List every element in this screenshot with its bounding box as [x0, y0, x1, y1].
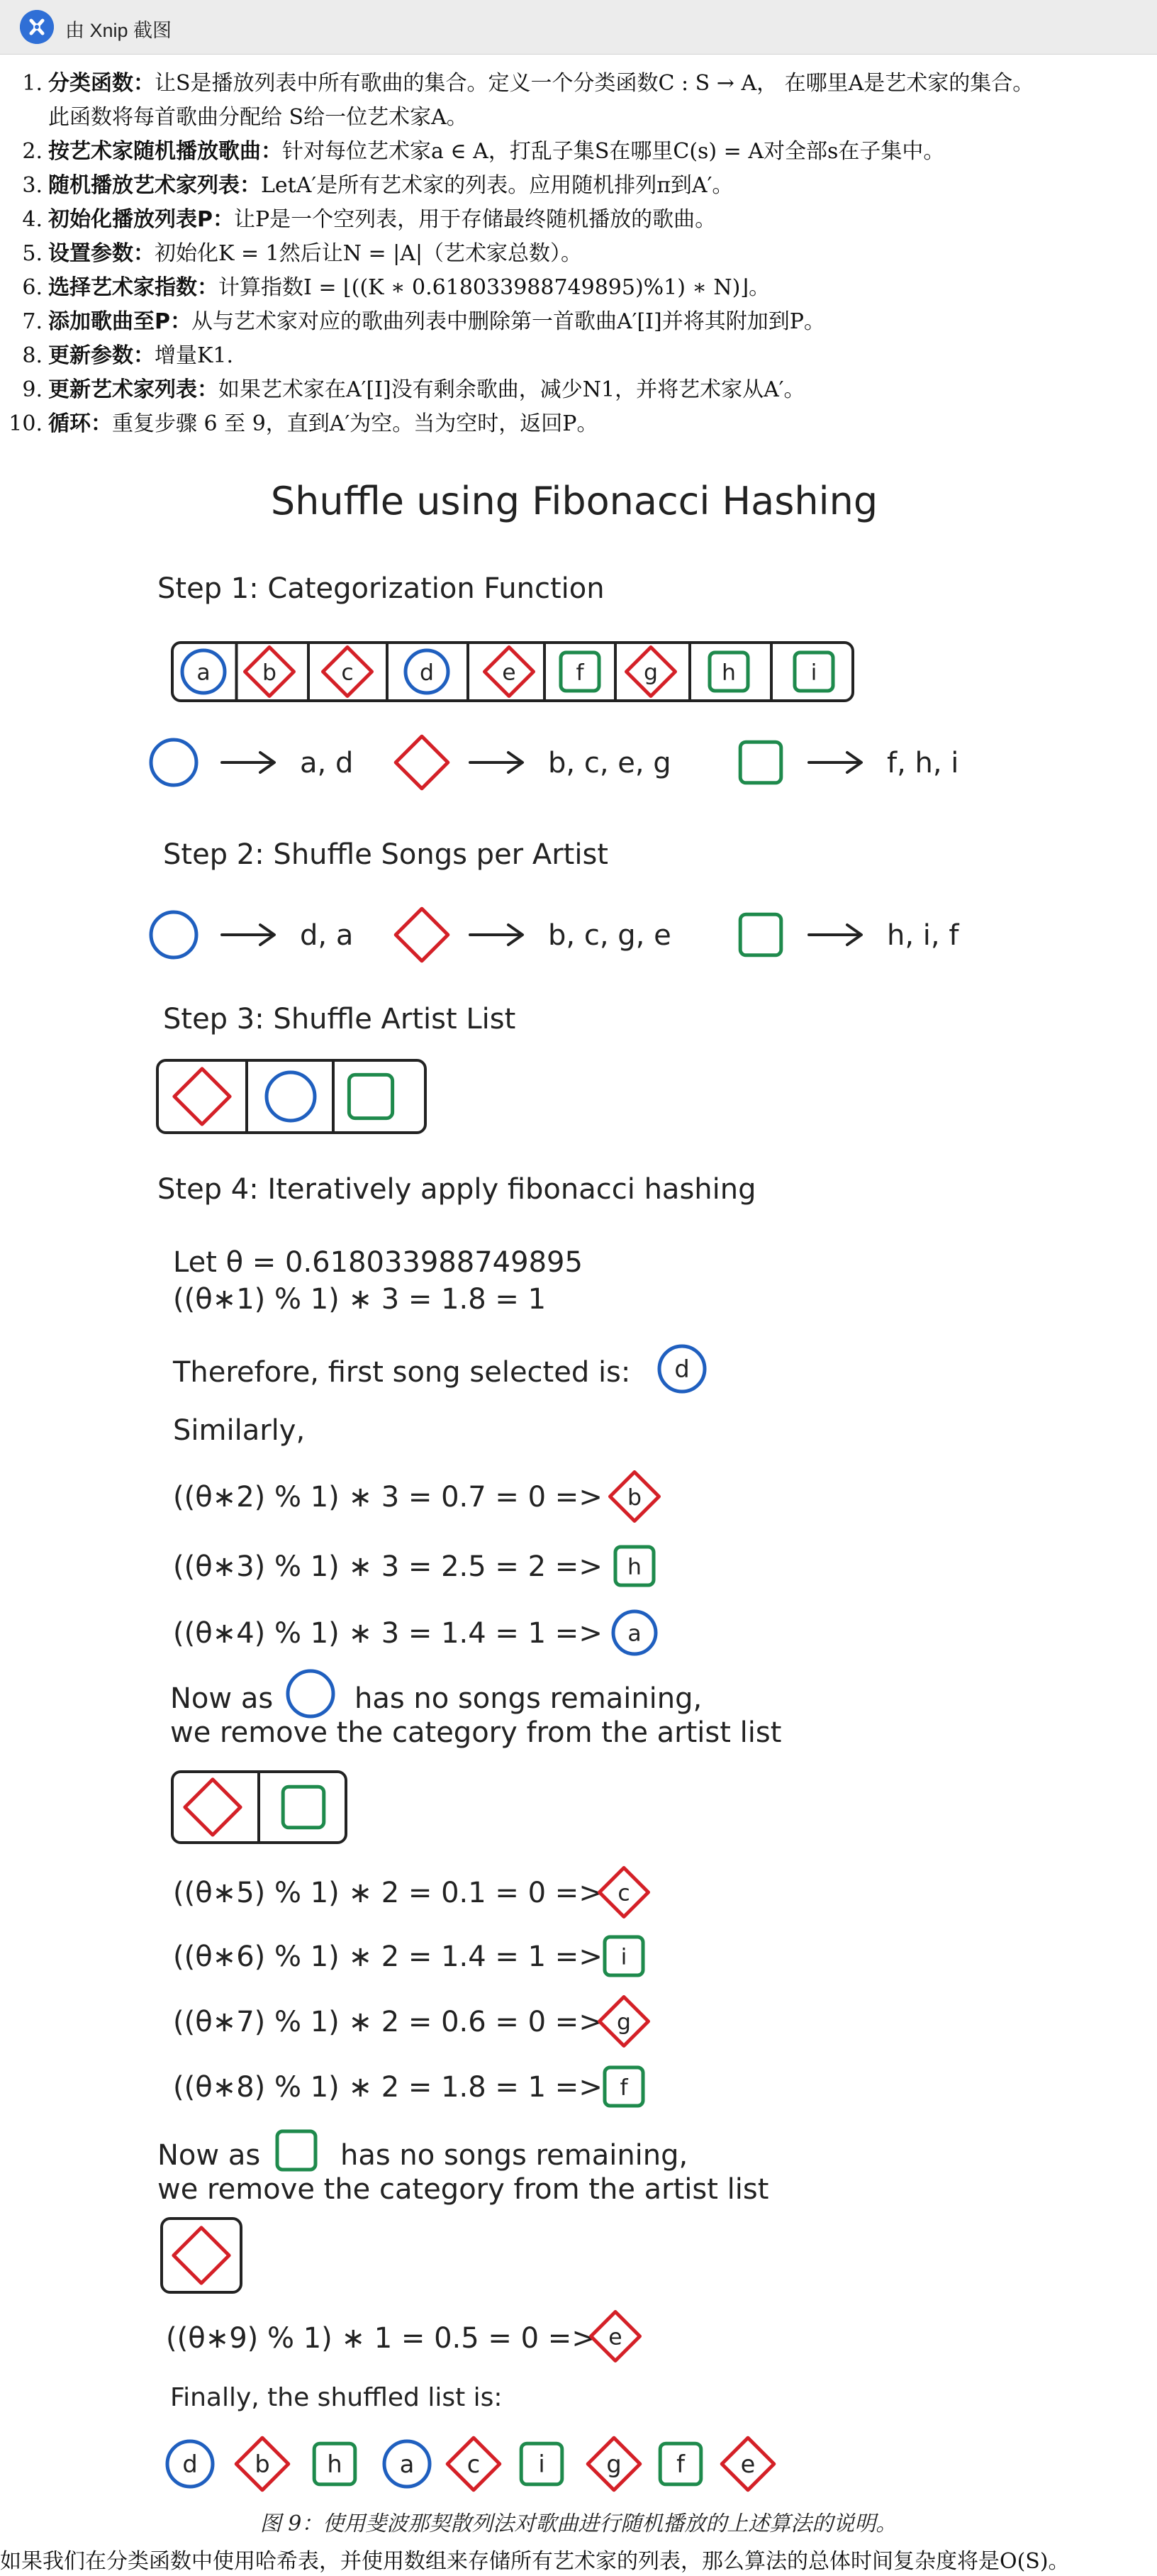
song-letter: d — [182, 2450, 198, 2479]
hash-equation: ((θ∗8) % 1) ∗ 2 = 1.8 = 1 => — [173, 2071, 603, 2104]
song-letter: b — [627, 1484, 642, 1511]
square-artist-icon — [740, 742, 781, 783]
hash-equation: ((θ∗3) % 1) ∗ 3 = 2.5 = 2 => — [173, 1550, 603, 1583]
selected-song-icon — [600, 1868, 649, 1917]
circle-artist-icon — [151, 912, 196, 957]
note-text: has no songs remaining, — [340, 2139, 688, 2172]
final-song-icon — [314, 2443, 355, 2485]
step-title: 分类函数： — [48, 71, 155, 96]
song-icon — [182, 650, 225, 693]
song-icon — [795, 653, 833, 691]
song-icon — [485, 648, 534, 696]
step-text: 针对每位艺术家a ∈ A，打乱子集S在哪里C(s) = A对全部s在子集中。 — [282, 139, 945, 164]
step-title: 选择艺术家指数： — [48, 275, 218, 300]
note-text: we remove the category from the artist list — [157, 2173, 769, 2206]
arrow-icon — [470, 753, 522, 772]
step-number: 3. — [22, 173, 43, 198]
song-letter: a — [196, 660, 211, 686]
step-title: 循环： — [48, 411, 112, 436]
selected-song-icon — [610, 1472, 659, 1521]
square-artist-icon — [740, 914, 781, 955]
step-number: 1. — [22, 71, 43, 96]
selected-song-icon — [591, 2312, 640, 2361]
selected-song-icon — [659, 1346, 705, 1392]
song-icon — [406, 650, 448, 693]
square-artist-icon — [283, 1787, 324, 1828]
step-text: 从与艺术家对应的歌曲列表中删除第一首歌曲A′[I]并将其附加到P。 — [191, 309, 825, 334]
selected-song-icon — [615, 1547, 654, 1585]
step-text: 增量K1. — [155, 343, 234, 368]
song-letter: e — [740, 2450, 756, 2479]
circle-artist-icon — [267, 1072, 315, 1121]
circle-artist-icon — [151, 740, 196, 785]
arrow-icon — [222, 753, 274, 772]
final-song-icon — [660, 2443, 701, 2485]
category-songs: b, c, e, g — [548, 747, 671, 779]
hash-equation: ((θ∗1) % 1) ∗ 3 = 1.8 = 1 — [173, 1283, 547, 1316]
final-song-icon — [521, 2443, 562, 2485]
selected-song-icon — [605, 2067, 643, 2106]
step-number: 5. — [22, 241, 43, 266]
song-letter: g — [606, 2450, 622, 2479]
selected-song-icon — [613, 1611, 656, 1654]
note-text: Now as — [157, 2139, 261, 2172]
note-text: has no songs remaining, — [354, 1682, 703, 1715]
song-icon — [710, 653, 748, 691]
song-letter: i — [538, 2450, 545, 2479]
song-letter: h — [327, 2450, 342, 2479]
step-title: 初始化播放列表P： — [48, 207, 234, 232]
selected-song-icon — [600, 1997, 649, 2046]
step-number: 8. — [22, 343, 43, 368]
song-letter: i — [810, 660, 817, 686]
hash-equation: ((θ∗2) % 1) ∗ 3 = 0.7 = 0 => — [173, 1481, 603, 1514]
final-song-icon — [588, 2438, 640, 2490]
circle-artist-icon — [288, 1671, 333, 1716]
step-text: LetA′是所有艺术家的列表。应用随机排列π到A′。 — [261, 173, 734, 198]
selected-song-icon — [605, 1937, 643, 1975]
step-number: 9. — [22, 377, 43, 402]
figure-title: Shuffle using Fibonacci Hashing — [270, 479, 878, 523]
song-icon — [627, 648, 676, 696]
step3-heading: Step 3: Shuffle Artist List — [163, 1003, 516, 1036]
step-title: 按艺术家随机播放歌曲： — [48, 139, 282, 164]
final-song-icon — [722, 2438, 774, 2490]
song-letter: c — [617, 1880, 630, 1906]
diamond-artist-icon — [174, 1069, 230, 1124]
song-letter: f — [676, 2450, 685, 2479]
diamond-artist-icon — [396, 736, 448, 789]
note-text: Now as — [170, 1682, 274, 1715]
step-title: 更新艺术家列表： — [48, 377, 218, 402]
song-letter: f — [620, 2075, 628, 2101]
final-song-icon — [167, 2441, 213, 2487]
step-text: 让P是一个空列表，用于存储最终随机播放的歌曲。 — [234, 207, 717, 232]
step-title: 更新参数： — [48, 343, 155, 368]
figure-caption: 图 9：使用斐波那契散列法对歌曲进行随机播放的上述算法的说明。 — [259, 2511, 898, 2536]
song-letter: e — [608, 2324, 622, 2350]
step1-heading: Step 1: Categorization Function — [157, 572, 605, 605]
hash-equation: ((θ∗5) % 1) ∗ 2 = 0.1 = 0 => — [173, 1877, 603, 1909]
step-number: 4. — [22, 207, 43, 232]
step-number: 10. — [9, 411, 43, 436]
song-letter: b — [262, 660, 276, 686]
final-list-label: Finally, the shuffled list is: — [170, 2383, 503, 2412]
step-number: 7. — [22, 309, 43, 334]
theta-definition: Let θ = 0.618033988749895 — [173, 1246, 583, 1279]
square-artist-icon — [349, 1075, 392, 1118]
step-text: 让S是播放列表中所有歌曲的集合。定义一个分类函数C : S → A， 在哪里A是艺术家的集合。 — [155, 71, 1034, 96]
song-letter: d — [420, 660, 434, 686]
step-number: 2. — [22, 139, 43, 164]
song-letter: b — [255, 2450, 270, 2479]
body-text: 如果我们在分类函数中使用哈希表，并使用数组来存储所有艺术家的列表，那么算法的总体时间复杂度将是O(S)。 — [0, 2549, 1070, 2574]
note-text: we remove the category from the artist list — [170, 1716, 782, 1749]
step-text: 初始化K = 1然后让N = |A|（艺术家总数）。 — [155, 241, 583, 266]
song-letter: f — [576, 660, 584, 686]
song-letter: e — [502, 660, 516, 686]
song-icon — [561, 653, 599, 691]
song-letter: d — [674, 1355, 690, 1384]
hash-equation: ((θ∗6) % 1) ∗ 2 = 1.4 = 1 => — [173, 1941, 603, 1973]
shuffled-songs: d, a — [300, 919, 354, 952]
diamond-artist-icon — [396, 909, 448, 961]
arrow-icon — [809, 753, 861, 772]
category-songs: a, d — [300, 747, 354, 779]
step-title: 随机播放艺术家列表： — [48, 173, 261, 198]
song-letter: h — [722, 660, 736, 686]
step-text: 计算指数I = ⌊((K ∗ 0.618033988749895)%1) ∗ N)⌋。 — [218, 275, 771, 300]
step-text-continued: 此函数将每首歌曲分配给 S给一位艺术家A。 — [48, 105, 468, 130]
shuffled-songs: h, i, f — [887, 919, 959, 952]
arrow-icon — [222, 925, 274, 945]
song-letter: c — [466, 2450, 481, 2479]
hash-equation: ((θ∗4) % 1) ∗ 3 = 1.4 = 1 => — [173, 1617, 603, 1650]
shuffled-songs: b, c, g, e — [548, 919, 671, 952]
step4-heading: Step 4: Iteratively apply fibonacci hashing — [157, 1173, 756, 1206]
song-letter: g — [617, 2009, 631, 2036]
step-title: 设置参数： — [48, 241, 155, 266]
arrow-icon — [809, 925, 861, 945]
hash-equation: ((θ∗9) % 1) ∗ 1 = 0.5 = 0 => — [166, 2322, 596, 2355]
song-letter: g — [644, 660, 658, 686]
song-icon — [245, 648, 294, 696]
first-selection-text: Therefore, first song selected is: — [173, 1356, 631, 1389]
song-letter: c — [341, 660, 354, 686]
step2-heading: Step 2: Shuffle Songs per Artist — [163, 838, 608, 871]
category-songs: f, h, i — [887, 747, 959, 779]
final-song-icon — [236, 2438, 289, 2490]
diamond-artist-icon — [174, 2228, 229, 2283]
step-title: 添加歌曲至P： — [48, 309, 191, 334]
final-song-icon — [447, 2438, 500, 2490]
step-number: 6. — [22, 275, 43, 300]
song-letter: i — [620, 1944, 627, 1970]
song-icon — [323, 648, 372, 696]
square-artist-icon — [277, 2131, 315, 2170]
step-text: 重复步骤 6 至 9，直到A′为空。当为空时，返回P。 — [112, 411, 598, 436]
arrow-icon — [470, 925, 522, 945]
final-song-icon — [384, 2441, 430, 2487]
song-letter: h — [627, 1554, 642, 1580]
hash-equation: ((θ∗7) % 1) ∗ 2 = 0.6 = 0 => — [173, 2006, 603, 2038]
diamond-artist-icon — [185, 1780, 240, 1835]
song-letter: a — [399, 2450, 415, 2479]
window-title: 由 Xnip 截图 — [65, 20, 172, 41]
step-text: 如果艺术家在A′[I]没有剩余歌曲，减少N1，并将艺术家从A′。 — [218, 377, 805, 402]
song-letter: a — [627, 1621, 642, 1647]
similarly-text: Similarly, — [173, 1414, 306, 1447]
